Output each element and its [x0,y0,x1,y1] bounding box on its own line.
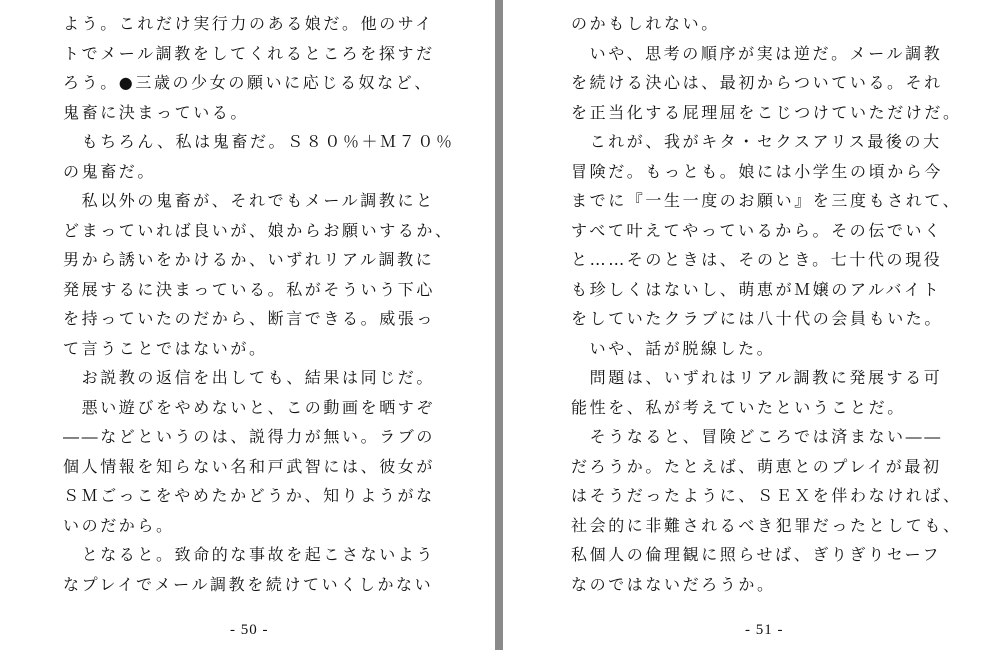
text-line: いや、話が脱線した。 [571,338,776,358]
text-line: を持っていたのだから、断言できる。威張っ [63,309,436,328]
text-line: よう。これだけ実行力のある娘だ。他のサイ [63,14,434,33]
text-line: なプレイでメール調教を続けていくしかない [63,574,434,594]
text-line: これが、我がキタ・セクスアリス最後の大 [571,132,942,151]
text-line: となると。致命的な事故を起こさないよう [63,545,436,564]
text-line: を正当化する屁理屈をこじつけていただけだ。 [571,102,962,122]
text-line: はそうだったように、ＳＥＸを伴わなければ、 [571,486,962,505]
text-line: と……そのときは、そのとき。七十代の現役 [571,250,943,269]
text-line: トでメール調教をしてくれるところを探すだ [63,43,435,63]
page-number-left: - 50 - [230,622,269,638]
text-line: 男から誘いをかけるか、いずれリアル調教に [63,250,435,269]
text-line: 私個人の倫理観に照らせば、ぎりぎりセーフ [571,545,942,564]
text-line: 冒険だ。もっとも。娘には小学生の頃から今 [571,161,944,181]
text-line: 私以外の鬼畜が、それでもメール調教にと [63,191,435,210]
page-number-right: - 51 - [745,622,784,638]
text-line: どまっていれば良いが、娘からお願いするか、 [63,220,454,240]
text-line: いや、思考の順序が実は逆だ。メール調教 [571,43,943,63]
text-line: も珍しくはないし、萌恵がＭ嬢のアルバイト [571,279,942,299]
text-line: ――などというのは、説得力が無い。ラブの [63,427,436,446]
left-page-text [63,9,483,599]
text-line: お説教の返信を出しても、結果は同じだ。 [63,368,436,387]
text-line: 悪い遊びをやめないと、この動画を晒すぞ [63,397,436,417]
text-line: 発展するに決まっている。私がそういう下心 [63,279,436,299]
text-line: 鬼畜に決まっている。 [63,102,250,122]
text-line: をしていたクラブには八十代の会員もいた。 [571,309,944,328]
text-line: までに『一生一度のお願い』を三度もされて、 [571,191,962,210]
text-line: ＳＭごっこをやめたかどうか、知りようがな [63,486,435,505]
right-page [503,0,1000,650]
text-line: だろうか。たとえば、萌恵とのプレイが最初 [571,456,942,476]
text-line: すべて叶えてやっているから。その伝でいく [571,220,943,240]
page-gutter [495,0,503,650]
text-line: を続ける決心は、最初からついている。それ [571,73,943,92]
text-line: もちろん、私は鬼畜だ。Ｓ８０％＋Ｍ７０％ [63,132,455,151]
text-line: て言うことではないが。 [63,338,268,358]
text-line: なのではないだろうか。 [571,574,776,594]
text-line: 個人情報を知らない名和戸武智には、彼女が [63,456,436,476]
right-page-text [571,9,991,599]
text-line: 能性を、私が考えていたということだ。 [571,397,906,417]
text-line: いのだから。 [63,515,175,535]
text-line: 問題は、いずれはリアル調教に発展する可 [571,368,943,387]
left-page [0,0,495,650]
text-line: のかもしれない。 [571,14,720,33]
text-line: ろう。●三歳の少女の願いに応じる奴など、 [63,73,433,92]
text-line: 社会的に非難されるべき犯罪だったとしても、 [571,515,962,535]
text-line: そうなると、冒険どころでは済まない―― [571,427,943,446]
text-line: の鬼畜だ。 [63,161,157,181]
